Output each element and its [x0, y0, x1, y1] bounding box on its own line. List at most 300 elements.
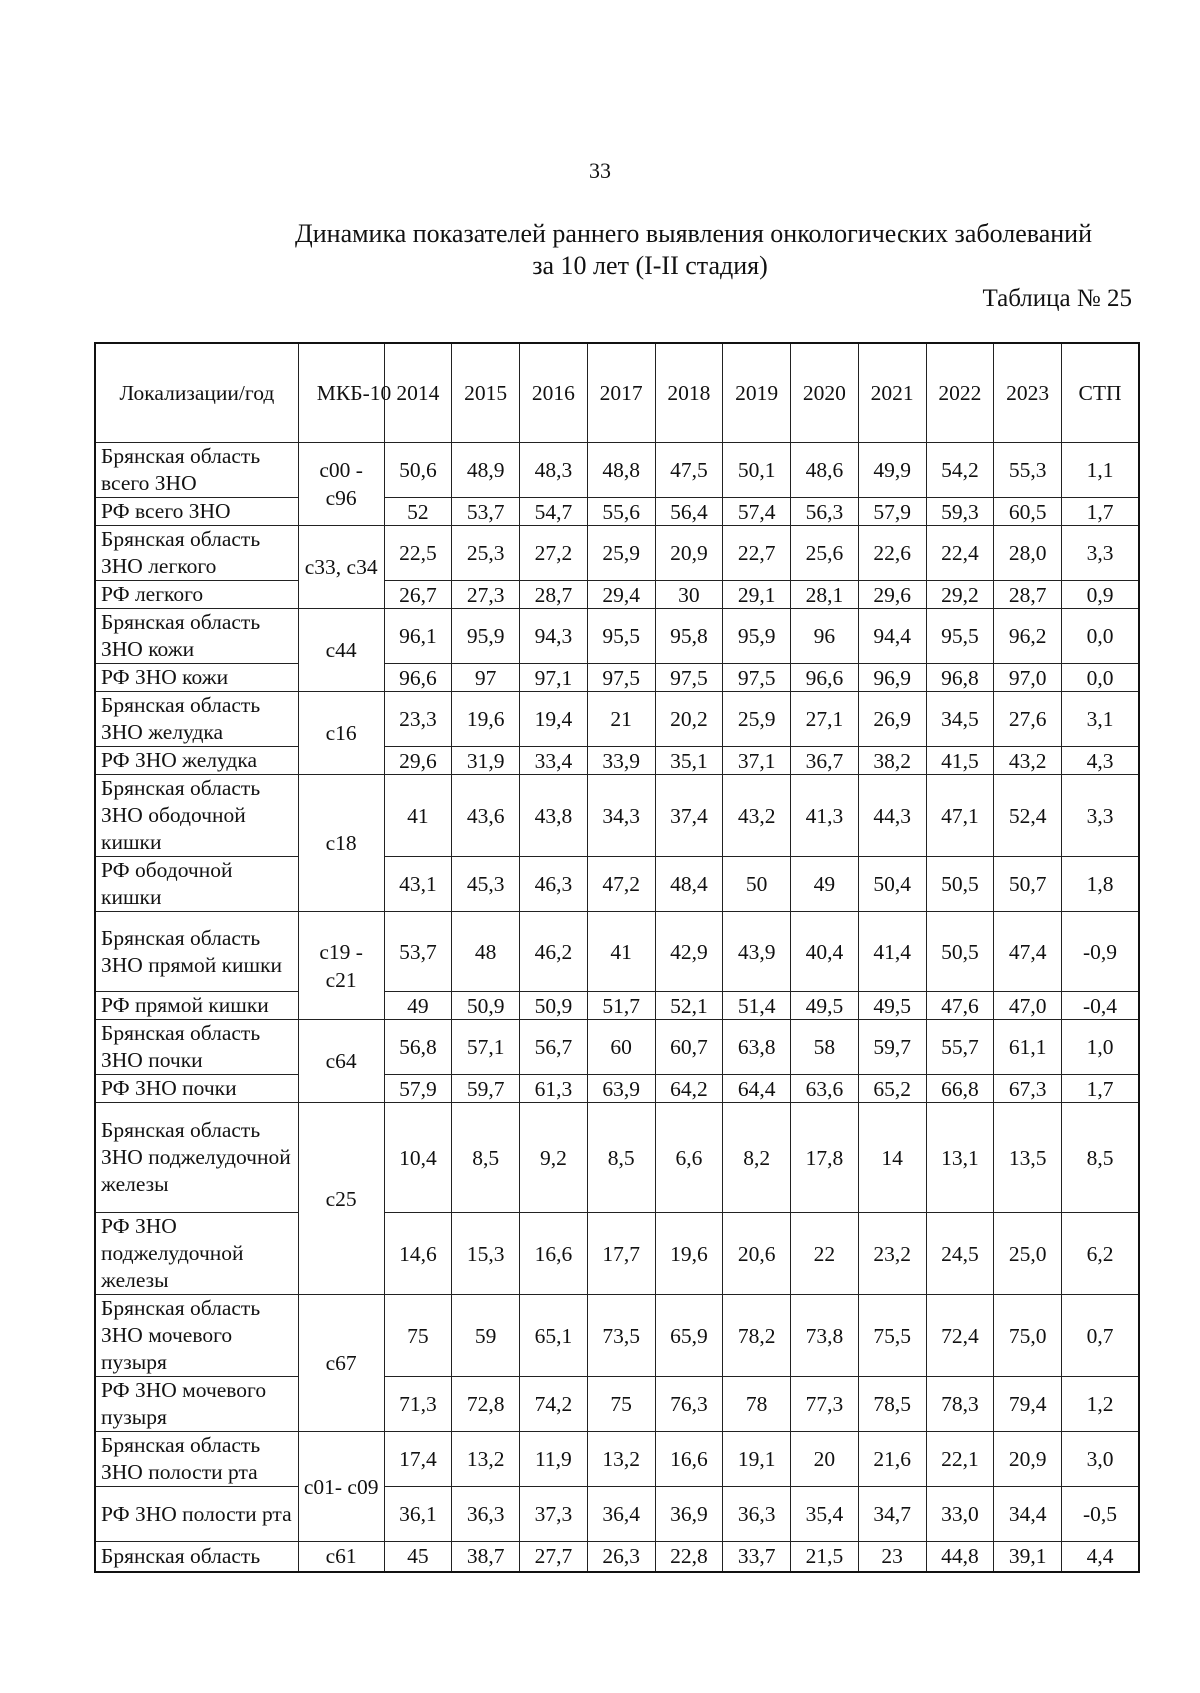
location-cell: Брянская область всего ЗНО [95, 443, 298, 498]
value-cell: 97,5 [587, 664, 655, 692]
value-cell: 56,4 [655, 498, 723, 526]
location-cell: Брянская область [95, 1542, 298, 1572]
value-cell: 63,8 [723, 1020, 791, 1075]
column-header: 2019 [723, 343, 791, 443]
value-cell: 50,5 [926, 912, 994, 992]
location-cell: РФ ЗНО кожи [95, 664, 298, 692]
value-cell: 50,1 [723, 443, 791, 498]
stp-cell: 3,0 [1062, 1432, 1139, 1487]
value-cell: 43,2 [723, 775, 791, 857]
value-cell: 22,4 [926, 526, 994, 581]
value-cell: 78,3 [926, 1377, 994, 1432]
value-cell: 63,6 [791, 1075, 859, 1103]
value-cell: 71,3 [384, 1377, 452, 1432]
value-cell: 22,7 [723, 526, 791, 581]
icd-code-cell: с16 [298, 692, 384, 775]
value-cell: 27,2 [520, 526, 588, 581]
table-row [95, 747, 1139, 775]
icd-code-cell: с61 [298, 1542, 384, 1572]
location-cell: РФ ЗНО мочевого пузыря [95, 1377, 298, 1432]
value-cell: 36,4 [587, 1487, 655, 1542]
stp-cell: 8,5 [1062, 1103, 1139, 1213]
table-row [95, 1487, 1139, 1542]
value-cell: 25,9 [587, 526, 655, 581]
value-cell: 60 [587, 1020, 655, 1075]
value-cell: 25,6 [791, 526, 859, 581]
value-cell: 75,0 [994, 1295, 1062, 1377]
early-detection-table [94, 342, 1140, 1573]
icd-code-cell: с00 - с96 [298, 443, 384, 526]
value-cell: 33,0 [926, 1487, 994, 1542]
value-cell: 48,6 [791, 443, 859, 498]
table-number-label: Таблица № 25 [982, 285, 1132, 312]
column-header: 2023 [994, 343, 1062, 443]
location-cell: РФ ЗНО полости рта [95, 1487, 298, 1542]
value-cell: 64,4 [723, 1075, 791, 1103]
value-cell: 21,6 [858, 1432, 926, 1487]
value-cell: 34,3 [587, 775, 655, 857]
value-cell: 11,9 [520, 1432, 588, 1487]
value-cell: 41,3 [791, 775, 859, 857]
value-cell: 31,9 [452, 747, 520, 775]
value-cell: 33,4 [520, 747, 588, 775]
value-cell: 95,9 [723, 609, 791, 664]
column-header: 2018 [655, 343, 723, 443]
location-cell: Брянская область ЗНО кожи [95, 609, 298, 664]
value-cell: 52,4 [994, 775, 1062, 857]
column-header: 2022 [926, 343, 994, 443]
value-cell: 72,4 [926, 1295, 994, 1377]
stp-cell: 3,3 [1062, 526, 1139, 581]
value-cell: 45,3 [452, 857, 520, 912]
value-cell: 40,4 [791, 912, 859, 992]
value-cell: 22,6 [858, 526, 926, 581]
value-cell: 41 [587, 912, 655, 992]
value-cell: 28,7 [520, 581, 588, 609]
value-cell: 52 [384, 498, 452, 526]
value-cell: 41,4 [858, 912, 926, 992]
value-cell: 94,4 [858, 609, 926, 664]
value-cell: 96,6 [384, 664, 452, 692]
column-header: 2016 [520, 343, 588, 443]
value-cell: 13,5 [994, 1103, 1062, 1213]
table-row [95, 1075, 1139, 1103]
value-cell: 8,5 [452, 1103, 520, 1213]
stp-cell: 4,3 [1062, 747, 1139, 775]
value-cell: 20,6 [723, 1213, 791, 1295]
value-cell: 33,9 [587, 747, 655, 775]
value-cell: 39,1 [994, 1542, 1062, 1572]
location-cell: Брянская область ЗНО мочевого пузыря [95, 1295, 298, 1377]
value-cell: 97,0 [994, 664, 1062, 692]
value-cell: 23,3 [384, 692, 452, 747]
value-cell: 48,8 [587, 443, 655, 498]
value-cell: 47,5 [655, 443, 723, 498]
location-cell: РФ всего ЗНО [95, 498, 298, 526]
value-cell: 72,8 [452, 1377, 520, 1432]
value-cell: 17,4 [384, 1432, 452, 1487]
icd-code-cell: с44 [298, 609, 384, 692]
value-cell: 28,1 [791, 581, 859, 609]
value-cell: 6,6 [655, 1103, 723, 1213]
table-row [95, 1103, 1139, 1213]
value-cell: 41 [384, 775, 452, 857]
value-cell: 96,6 [791, 664, 859, 692]
value-cell: 36,3 [723, 1487, 791, 1542]
stp-cell: 1,7 [1062, 1075, 1139, 1103]
location-cell: Брянская область ЗНО ободочной кишки [95, 775, 298, 857]
value-cell: 47,4 [994, 912, 1062, 992]
column-header: 2021 [858, 343, 926, 443]
value-cell: 27,6 [994, 692, 1062, 747]
value-cell: 20,9 [994, 1432, 1062, 1487]
value-cell: 22,5 [384, 526, 452, 581]
value-cell: 46,3 [520, 857, 588, 912]
value-cell: 34,4 [994, 1487, 1062, 1542]
value-cell: 57,9 [858, 498, 926, 526]
value-cell: 59,3 [926, 498, 994, 526]
title-line-2: за 10 лет (I-II стадия) [532, 251, 768, 280]
value-cell: 34,7 [858, 1487, 926, 1542]
value-cell: 26,9 [858, 692, 926, 747]
column-header: 2020 [791, 343, 859, 443]
value-cell: 25,3 [452, 526, 520, 581]
value-cell: 14 [858, 1103, 926, 1213]
stp-cell: 3,1 [1062, 692, 1139, 747]
value-cell: 43,2 [994, 747, 1062, 775]
value-cell: 48,3 [520, 443, 588, 498]
value-cell: 76,3 [655, 1377, 723, 1432]
value-cell: 28,7 [994, 581, 1062, 609]
value-cell: 50,9 [452, 992, 520, 1020]
value-cell: 9,2 [520, 1103, 588, 1213]
stp-cell: 1,1 [1062, 443, 1139, 498]
table-row [95, 443, 1139, 498]
value-cell: 26,3 [587, 1542, 655, 1572]
table-row [95, 775, 1139, 857]
value-cell: 49 [384, 992, 452, 1020]
value-cell: 24,5 [926, 1213, 994, 1295]
table-row [95, 1020, 1139, 1075]
value-cell: 8,2 [723, 1103, 791, 1213]
value-cell: 61,3 [520, 1075, 588, 1103]
value-cell: 13,2 [452, 1432, 520, 1487]
value-cell: 78 [723, 1377, 791, 1432]
value-cell: 97 [452, 664, 520, 692]
value-cell: 36,1 [384, 1487, 452, 1542]
value-cell: 58 [791, 1020, 859, 1075]
title-line-1: Динамика показателей раннего выявления онкологических заболеваний [295, 219, 1092, 248]
stp-cell: 0,9 [1062, 581, 1139, 609]
value-cell: 14,6 [384, 1213, 452, 1295]
value-cell: 45 [384, 1542, 452, 1572]
value-cell: 48,9 [452, 443, 520, 498]
value-cell: 65,9 [655, 1295, 723, 1377]
value-cell: 49,9 [858, 443, 926, 498]
value-cell: 25,9 [723, 692, 791, 747]
value-cell: 50,5 [926, 857, 994, 912]
value-cell: 96,1 [384, 609, 452, 664]
value-cell: 56,8 [384, 1020, 452, 1075]
value-cell: 35,4 [791, 1487, 859, 1542]
value-cell: 36,7 [791, 747, 859, 775]
value-cell: 57,4 [723, 498, 791, 526]
location-cell: РФ ЗНО почки [95, 1075, 298, 1103]
location-cell: Брянская область ЗНО легкого [95, 526, 298, 581]
table-row [95, 1295, 1139, 1377]
value-cell: 55,6 [587, 498, 655, 526]
value-cell: 56,7 [520, 1020, 588, 1075]
value-cell: 13,1 [926, 1103, 994, 1213]
value-cell: 50,6 [384, 443, 452, 498]
value-cell: 22 [791, 1213, 859, 1295]
value-cell: 73,5 [587, 1295, 655, 1377]
value-cell: 25,0 [994, 1213, 1062, 1295]
column-header: Локализации/год [95, 343, 298, 443]
value-cell: 27,3 [452, 581, 520, 609]
value-cell: 46,2 [520, 912, 588, 992]
value-cell: 53,7 [384, 912, 452, 992]
table-row [95, 498, 1139, 526]
location-cell: Брянская область ЗНО желудка [95, 692, 298, 747]
icd-code-cell: с19 - с21 [298, 912, 384, 1020]
value-cell: 57,1 [452, 1020, 520, 1075]
value-cell: 47,0 [994, 992, 1062, 1020]
icd-code-cell: с67 [298, 1295, 384, 1432]
value-cell: 29,4 [587, 581, 655, 609]
value-cell: 23,2 [858, 1213, 926, 1295]
value-cell: 13,2 [587, 1432, 655, 1487]
value-cell: 79,4 [994, 1377, 1062, 1432]
value-cell: 17,7 [587, 1213, 655, 1295]
value-cell: 53,7 [452, 498, 520, 526]
stp-cell: 6,2 [1062, 1213, 1139, 1295]
value-cell: 37,3 [520, 1487, 588, 1542]
value-cell: 50,7 [994, 857, 1062, 912]
value-cell: 97,5 [655, 664, 723, 692]
table-row [95, 992, 1139, 1020]
value-cell: 22,1 [926, 1432, 994, 1487]
value-cell: 73,8 [791, 1295, 859, 1377]
location-cell: Брянская область ЗНО почки [95, 1020, 298, 1075]
value-cell: 54,2 [926, 443, 994, 498]
value-cell: 95,8 [655, 609, 723, 664]
location-cell: РФ легкого [95, 581, 298, 609]
value-cell: 19,4 [520, 692, 588, 747]
location-cell: Брянская область ЗНО поджелудочной железы [95, 1103, 298, 1213]
location-cell: Брянская область ЗНО полости рта [95, 1432, 298, 1487]
value-cell: 29,6 [858, 581, 926, 609]
table-row [95, 664, 1139, 692]
value-cell: 26,7 [384, 581, 452, 609]
value-cell: 30 [655, 581, 723, 609]
page-number: 33 [589, 158, 611, 183]
value-cell: 60,7 [655, 1020, 723, 1075]
value-cell: 20,2 [655, 692, 723, 747]
value-cell: 59,7 [858, 1020, 926, 1075]
value-cell: 75,5 [858, 1295, 926, 1377]
location-cell: РФ ободочной кишки [95, 857, 298, 912]
value-cell: 15,3 [452, 1213, 520, 1295]
value-cell: 27,1 [791, 692, 859, 747]
table-row [95, 609, 1139, 664]
value-cell: 51,4 [723, 992, 791, 1020]
column-header: СТП [1062, 343, 1139, 443]
value-cell: 43,9 [723, 912, 791, 992]
value-cell: 19,6 [655, 1213, 723, 1295]
icd-code-cell: с25 [298, 1103, 384, 1295]
value-cell: 50,4 [858, 857, 926, 912]
value-cell: 56,3 [791, 498, 859, 526]
value-cell: 34,5 [926, 692, 994, 747]
value-cell: 50,9 [520, 992, 588, 1020]
value-cell: 78,5 [858, 1377, 926, 1432]
value-cell: 65,2 [858, 1075, 926, 1103]
value-cell: 96,8 [926, 664, 994, 692]
value-cell: 65,1 [520, 1295, 588, 1377]
value-cell: 75 [587, 1377, 655, 1432]
value-cell: 17,8 [791, 1103, 859, 1213]
value-cell: 77,3 [791, 1377, 859, 1432]
value-cell: 37,4 [655, 775, 723, 857]
value-cell: 36,3 [452, 1487, 520, 1542]
value-cell: 22,8 [655, 1542, 723, 1572]
value-cell: 59,7 [452, 1075, 520, 1103]
stp-cell: 0,0 [1062, 609, 1139, 664]
location-cell: РФ ЗНО поджелудочной железы [95, 1213, 298, 1295]
value-cell: 8,5 [587, 1103, 655, 1213]
value-cell: 20,9 [655, 526, 723, 581]
column-header: МКБ-10 [298, 343, 384, 443]
value-cell: 38,2 [858, 747, 926, 775]
value-cell: 95,5 [926, 609, 994, 664]
table-row [95, 1432, 1139, 1487]
value-cell: 64,2 [655, 1075, 723, 1103]
value-cell: 29,6 [384, 747, 452, 775]
value-cell: 48,4 [655, 857, 723, 912]
value-cell: 43,1 [384, 857, 452, 912]
value-cell: 61,1 [994, 1020, 1062, 1075]
value-cell: 29,1 [723, 581, 791, 609]
icd-code-cell: с33, с34 [298, 526, 384, 609]
table-row [95, 692, 1139, 747]
stp-cell: -0,4 [1062, 992, 1139, 1020]
value-cell: 48 [452, 912, 520, 992]
value-cell: 47,6 [926, 992, 994, 1020]
stp-cell: 0,0 [1062, 664, 1139, 692]
value-cell: 60,5 [994, 498, 1062, 526]
table-row [95, 857, 1139, 912]
value-cell: 16,6 [655, 1432, 723, 1487]
stp-cell: 0,7 [1062, 1295, 1139, 1377]
value-cell: 52,1 [655, 992, 723, 1020]
icd-code-cell: с01- с09 [298, 1432, 384, 1542]
location-cell: РФ ЗНО желудка [95, 747, 298, 775]
value-cell: 44,8 [926, 1542, 994, 1572]
value-cell: 35,1 [655, 747, 723, 775]
location-cell: Брянская область ЗНО прямой кишки [95, 912, 298, 992]
value-cell: 78,2 [723, 1295, 791, 1377]
value-cell: 75 [384, 1295, 452, 1377]
value-cell: 66,8 [926, 1075, 994, 1103]
value-cell: 96,2 [994, 609, 1062, 664]
value-cell: 21 [587, 692, 655, 747]
table-row [95, 526, 1139, 581]
column-header: 2015 [452, 343, 520, 443]
stp-cell: 1,7 [1062, 498, 1139, 526]
stp-cell: 1,2 [1062, 1377, 1139, 1432]
value-cell: 97,5 [723, 664, 791, 692]
value-cell: 54,7 [520, 498, 588, 526]
value-cell: 20 [791, 1432, 859, 1487]
value-cell: 16,6 [520, 1213, 588, 1295]
stp-cell: 1,0 [1062, 1020, 1139, 1075]
value-cell: 55,7 [926, 1020, 994, 1075]
value-cell: 57,9 [384, 1075, 452, 1103]
table-row [95, 581, 1139, 609]
value-cell: 49,5 [858, 992, 926, 1020]
icd-code-cell: с18 [298, 775, 384, 912]
value-cell: 49,5 [791, 992, 859, 1020]
value-cell: 27,7 [520, 1542, 588, 1572]
value-cell: 41,5 [926, 747, 994, 775]
column-header: 2014 [384, 343, 452, 443]
table-row [95, 912, 1139, 992]
stp-cell: -0,5 [1062, 1487, 1139, 1542]
value-cell: 43,6 [452, 775, 520, 857]
table-row [95, 1377, 1139, 1432]
column-header: 2017 [587, 343, 655, 443]
value-cell: 21,5 [791, 1542, 859, 1572]
value-cell: 10,4 [384, 1103, 452, 1213]
icd-code-cell: с64 [298, 1020, 384, 1103]
value-cell: 37,1 [723, 747, 791, 775]
value-cell: 97,1 [520, 664, 588, 692]
location-cell: РФ прямой кишки [95, 992, 298, 1020]
stp-cell: 3,3 [1062, 775, 1139, 857]
stp-cell: -0,9 [1062, 912, 1139, 992]
value-cell: 23 [858, 1542, 926, 1572]
value-cell: 51,7 [587, 992, 655, 1020]
value-cell: 96,9 [858, 664, 926, 692]
value-cell: 36,9 [655, 1487, 723, 1542]
value-cell: 44,3 [858, 775, 926, 857]
value-cell: 47,1 [926, 775, 994, 857]
value-cell: 38,7 [452, 1542, 520, 1572]
value-cell: 74,2 [520, 1377, 588, 1432]
value-cell: 42,9 [655, 912, 723, 992]
value-cell: 19,6 [452, 692, 520, 747]
value-cell: 55,3 [994, 443, 1062, 498]
table-row [95, 1213, 1139, 1295]
value-cell: 94,3 [520, 609, 588, 664]
value-cell: 29,2 [926, 581, 994, 609]
value-cell: 63,9 [587, 1075, 655, 1103]
value-cell: 43,8 [520, 775, 588, 857]
table-row [95, 1542, 1139, 1572]
value-cell: 49 [791, 857, 859, 912]
value-cell: 95,9 [452, 609, 520, 664]
stp-cell: 1,8 [1062, 857, 1139, 912]
value-cell: 96 [791, 609, 859, 664]
value-cell: 47,2 [587, 857, 655, 912]
header-row [95, 343, 1139, 443]
value-cell: 50 [723, 857, 791, 912]
stp-cell: 4,4 [1062, 1542, 1139, 1572]
value-cell: 95,5 [587, 609, 655, 664]
value-cell: 28,0 [994, 526, 1062, 581]
value-cell: 33,7 [723, 1542, 791, 1572]
